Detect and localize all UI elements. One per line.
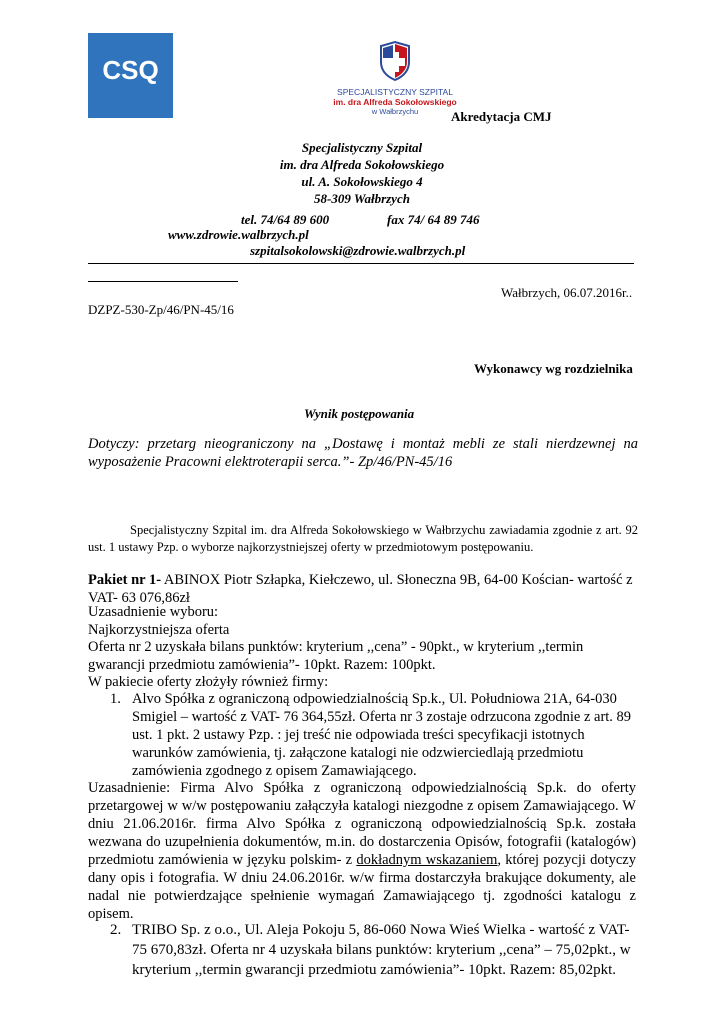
package-text: ABINOX Piotr Szłapka, Kiełczewo, ul. Słoneczna 9B, 64-00 Kościan- wartość z VAT- 63 076,86zł (88, 572, 633, 606)
subject-line: Dotyczy: przetarg nieograniczony na „Dostawę i montaż mebli ze stali nierdzewnej na wyposażenie Pracowni elektroterapii serca.”- Zp/46/PN-45/16 (88, 436, 638, 470)
recipients: Wykonawcy wg rozdzielnika (474, 361, 633, 376)
institution-fax: fax 74/ 64 89 746 (387, 212, 480, 227)
also-submitted-label: W pakiecie oferty złożyły również firmy: (88, 674, 329, 690)
hospital-logo-line1: SPECJALISTYCZNY SZPITAL (337, 87, 453, 97)
institution-website[interactable]: www.zdrowie.walbrzych.pl (168, 227, 309, 242)
list-item (110, 690, 638, 780)
institution-name-line1: Specjalistyczny Szpital (301, 140, 423, 155)
document-title: Wynik postępowania (304, 406, 415, 421)
reference-number: DZPZ-530-Zp/46/PN-45/16 (88, 302, 234, 317)
institution-address-street: ul. A. Sokołowskiego 4 (301, 174, 423, 189)
justification-label: Uzasadnienie wyboru: (88, 604, 219, 620)
csq-logo-text: CSQ (102, 55, 159, 85)
institution-address-city: 58-309 Wałbrzych (314, 191, 410, 206)
hospital-cross-icon (375, 40, 415, 82)
institution-phone: tel. 74/64 89 600 (241, 212, 330, 227)
reason-text-start: Uzasadnienie: Firma Alvo Spółka z ograniczoną odpowiedzialnością Sp.k. do oferty przetargowej w w/w postępowaniu załączyła katalogi niezgodne z opisem Zamawiającego. W dniu 21.06.2016r. firma Alvo Spółka z ograniczoną odpowiedzialnością Sp.k. została wezwana do uzupełnienia dokumentów, m.in. do dostarczenia Opisów, fotografii (katalogów) przedmiotu zamówienia w języku polskim- z (88, 780, 636, 868)
package-paragraph (88, 571, 636, 607)
accreditation-label: Akredytacja CMJ (451, 109, 552, 124)
place-date: Wałbrzych, 06.07.2016r.. (501, 285, 633, 300)
hospital-logo-line3: w Wałbrzychu (371, 107, 419, 116)
hospital-logo (330, 40, 460, 120)
points-paragraph: Oferta nr 2 uzyskała bilans punktów: kryterium ,,cena” - 90pkt., w kryterium ,,termin gwarancji przedmiotu zamówienia”- 10pkt. Razem: 100pkt. (88, 639, 584, 673)
list-item-text: Alvo Spółka z ograniczoną odpowiedzialnością Sp.k., Ul. Południowa 21A, 64-030 Smigiel – wartość z VAT- 76 364,55zł. Oferta nr 3 zostaje odrzucona zgodnie z art. 89 ust. 1 pkt. 2 ustawy Pzp. : jej treść nie odpowiada treści specyfikacji istotnych warunków zamówienia, tj. załączone katalogi nie odzwierciedlają przedmiotu zamówienia zgodnego z opisem Zamawiającego. (132, 691, 632, 779)
list-item (110, 920, 638, 980)
hospital-logo-line2: im. dra Alfreda Sokołowskiego (333, 97, 457, 107)
package-label: Pakiet nr 1- (88, 572, 162, 588)
institution-email[interactable]: szpitalsokolowski@zdrowie.walbrzych.pl (250, 243, 466, 258)
csq-logo (88, 33, 173, 118)
list-item-number: 1. (110, 691, 121, 707)
reason-text-end: , której pozycji dotyczy dany opis i fotografia. W dniu 24.06.2016r. w/w firma dostarczyła brakujące dokumenty, ale nadal nie potwierdzające spełnienie wymagań Zamawiającego tj. zgodności katalogu z opisem. (88, 852, 636, 922)
header-divider-short (88, 281, 238, 282)
best-offer-label: Najkorzystniejsza oferta (88, 622, 230, 638)
list-item-number: 2. (110, 922, 122, 938)
list-item-text: TRIBO Sp. z o.o., Ul. Aleja Pokoju 5, 86-060 Nowa Wieś Wielka - wartość z VAT- 75 670,83zł. Oferta nr 4 uzyskała bilans punktów: kryterium ,,cena” – 75,02pkt., w kryterium ,,termin gwarancji przedmiotu zamówienia”- 10pkt. Razem: 85,02pkt. (132, 922, 631, 978)
header-divider (88, 263, 634, 264)
reason-underlined-text: dokładnym wskazaniem (356, 852, 498, 868)
intro-paragraph: Specjalistyczny Szpital im. dra Alfreda Sokołowskiego w Wałbrzychu zawiadamia zgodnie z art. 92 ust. 1 ustawy Pzp. o wyborze najkorzystniejszej oferty w przedmiotowym postępowaniu. (88, 523, 638, 554)
institution-name-line2: im. dra Alfreda Sokołowskiego (279, 157, 445, 172)
rejection-reason-paragraph (88, 779, 636, 923)
